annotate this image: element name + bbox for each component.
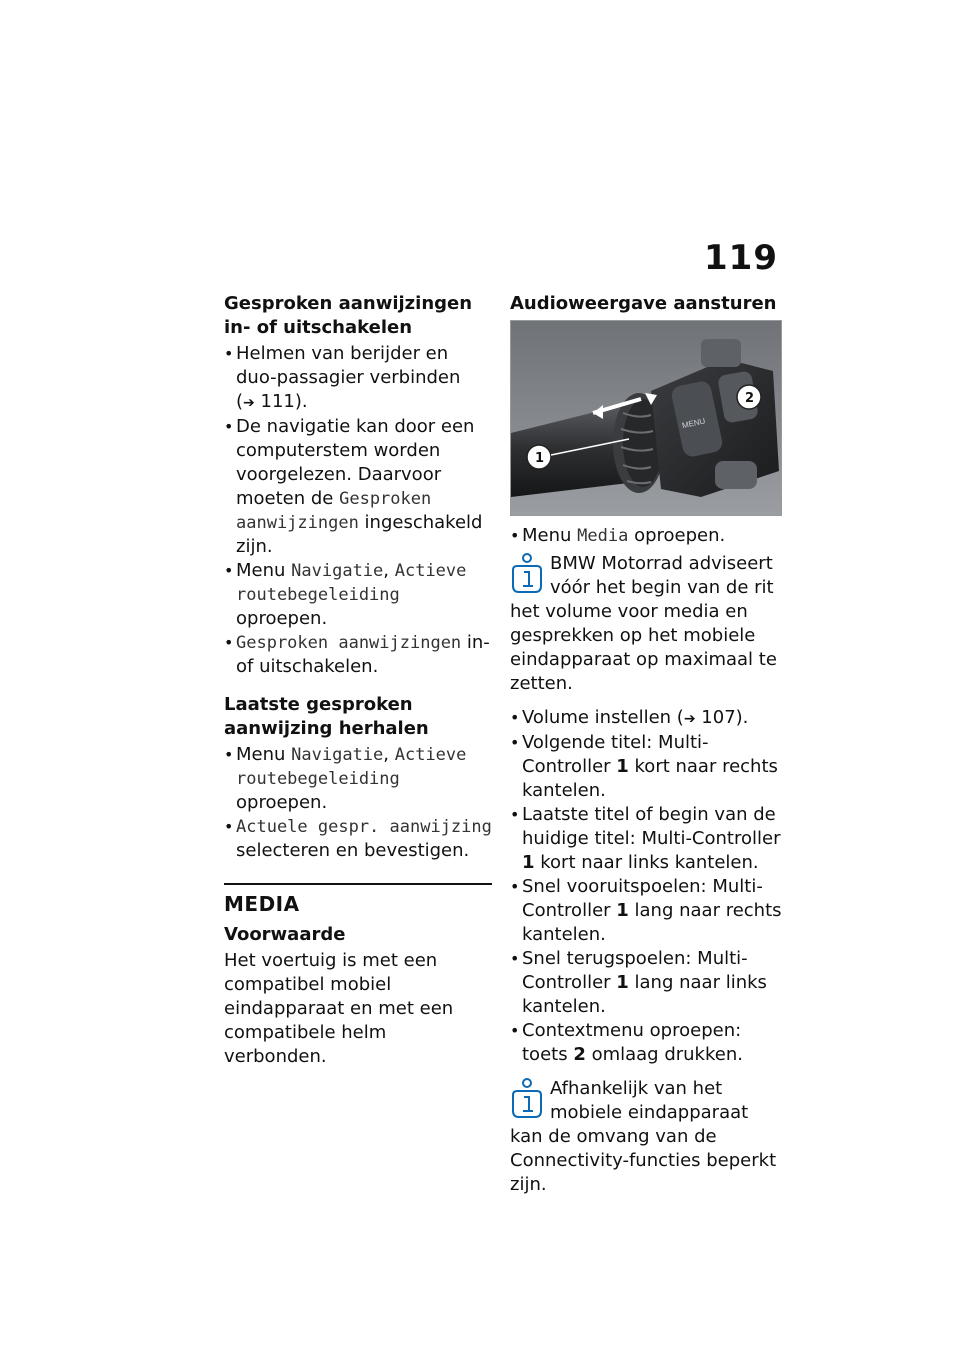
menu-term: Navigatie xyxy=(291,561,384,581)
list-item: • Gesproken aanwijzingen in- of uitschakelen. xyxy=(224,631,492,679)
page-number: 119 xyxy=(704,238,778,278)
menu-term: Gesproken aanwijzingen xyxy=(236,633,462,653)
media-menu-step xyxy=(510,524,782,548)
info-note: BMW Motorrad adviseert vóór het begin van de rit het volume voor media en gesprekken op het mobiele eindapparaat op maximaal te zetten. xyxy=(510,553,777,694)
page-ref[interactable]: 111 xyxy=(260,391,295,412)
callout-1-label: 1 xyxy=(535,451,545,466)
list-item: • Volume instellen (➔ 107). xyxy=(510,706,782,731)
list-item: • De navigatie kan door een computerstem worden voorgelezen. Daarvoor moeten de Gesproken aanwijzingen ingeschakeld zijn. xyxy=(224,415,492,559)
menu-term: Actieve routebegeleiding xyxy=(236,561,467,605)
repeat-guidance-steps xyxy=(224,743,492,863)
section-heading-repeat-guidance: Laatste gesproken aanwijzing herhalen xyxy=(224,694,429,739)
requirement-text: Het voertuig is met een compatibel mobiel eindapparaat en met een compatibele helm verbonden. xyxy=(224,950,454,1067)
list-item: • Laatste titel of begin van de huidige titel: Multi-Controller 1 kort naar links kantelen. xyxy=(510,803,782,875)
list-item: • Contextmenu oproepen: toets 2 omlaag drukken. xyxy=(510,1019,782,1067)
playback-steps xyxy=(510,706,782,1067)
menu-term: Actieve routebegeleiding xyxy=(236,745,467,789)
info-icon xyxy=(510,552,544,598)
page-ref[interactable]: 107 xyxy=(701,707,736,728)
section-heading-voice-guidance: Gesproken aanwijzingen in- of uitschakelen xyxy=(224,293,473,338)
menu-term: Media xyxy=(577,526,629,546)
callout-2-label: 2 xyxy=(745,391,755,406)
list-item: • Volgende titel: Multi-Controller 1 kort naar rechts kantelen. xyxy=(510,731,782,803)
list-item: • Menu Navigatie, Actieve routebegeleiding oproepen. xyxy=(224,559,492,631)
menu-button-label: MENU xyxy=(681,416,707,431)
chapter-title-media: MEDIA xyxy=(224,892,300,916)
subheading-requirement: Voorwaarde xyxy=(224,924,346,945)
page-ref-arrow-icon: ➔ xyxy=(683,711,696,727)
section-divider xyxy=(224,883,492,885)
list-item: • Menu Media oproepen. xyxy=(510,524,782,548)
list-item: • Menu Navigatie, Actieve routebegeleiding oproepen. xyxy=(224,743,492,815)
menu-term: Gesproken aanwijzingen xyxy=(236,489,432,533)
list-item: • Snel terugspoelen: Multi-Controller 1 lang naar links kantelen. xyxy=(510,947,782,1019)
info-note: Afhankelijk van het mobiele eindapparaat kan de omvang van de Connectivity-functies beperkt zijn. xyxy=(510,1078,777,1195)
left-column xyxy=(224,292,492,1069)
list-item: • Snel vooruitspoelen: Multi-Controller 1 lang naar rechts kantelen. xyxy=(510,875,782,947)
menu-term: Navigatie xyxy=(291,745,384,765)
handlebar-controls-photo xyxy=(510,320,782,516)
section-heading-audio-control: Audioweergave aansturen xyxy=(510,293,777,314)
page-ref-arrow-icon: ➔ xyxy=(243,395,255,411)
list-item: • Actuele gespr. aanwijzing selecteren en bevestigen. xyxy=(224,815,492,863)
right-column xyxy=(510,292,782,1207)
info-icon xyxy=(510,1077,544,1123)
menu-term: Actuele gespr. aanwijzing xyxy=(236,817,492,837)
voice-guidance-steps xyxy=(224,342,492,679)
list-item: • Helmen van berijder en duo-passagier verbinden (➔ 111). xyxy=(224,342,492,415)
